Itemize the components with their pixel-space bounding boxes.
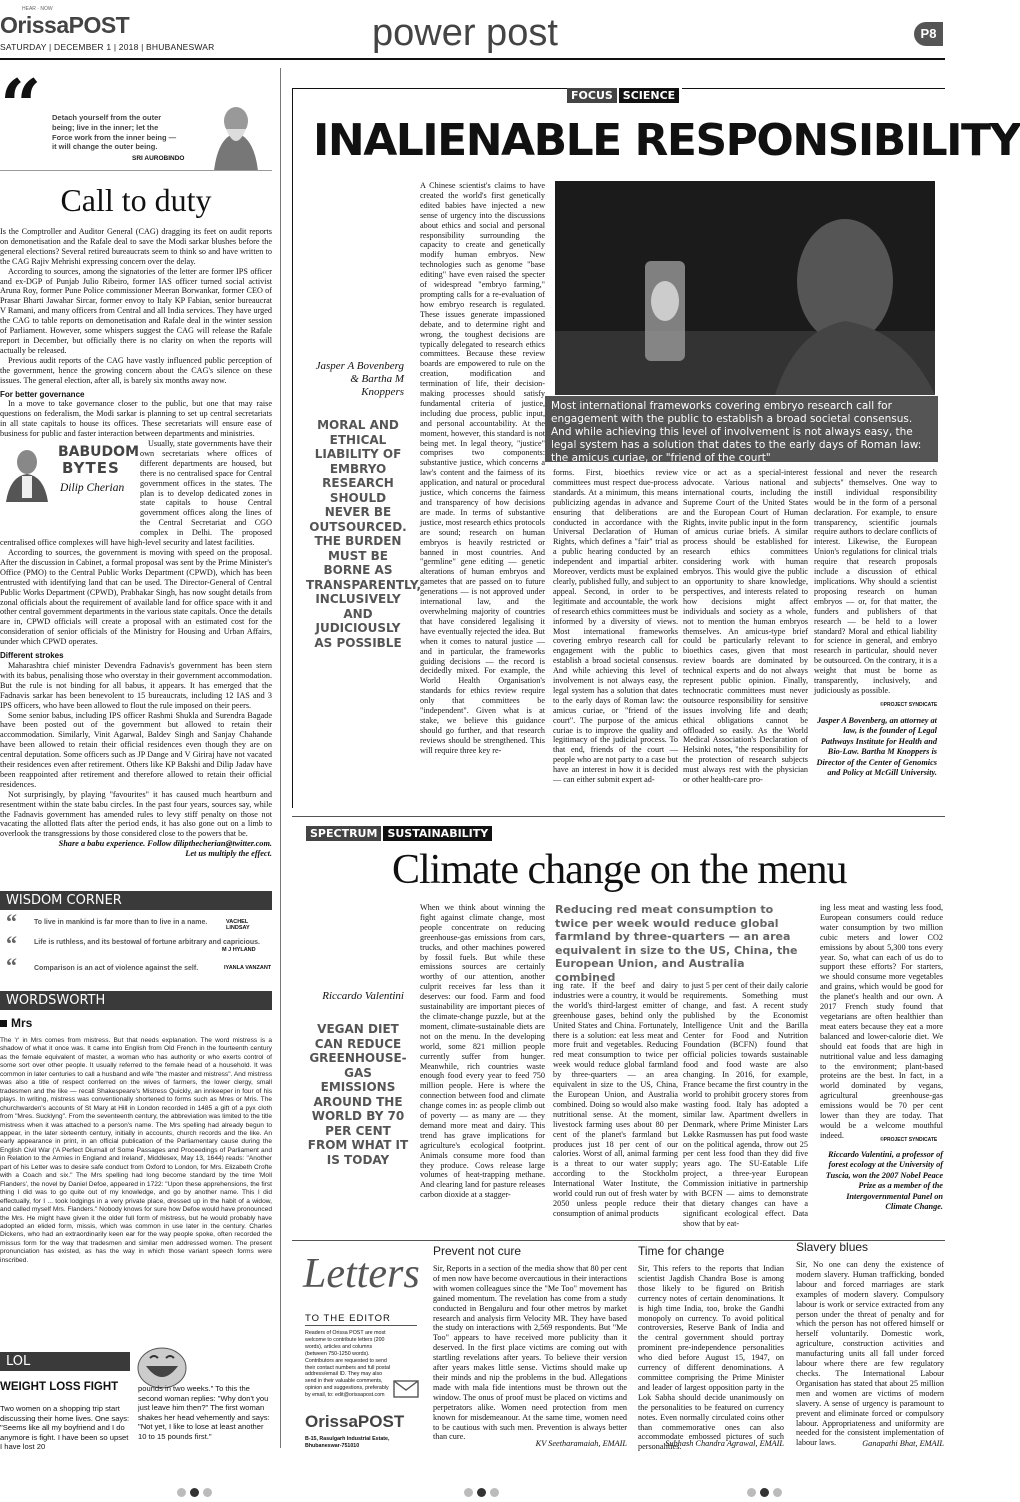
wisdom-corner-title: WISDOM CORNER <box>0 891 272 910</box>
spectrum-bio: Riccardo Valentini, a professor of forest ecology at the University of Tuscia, won the 2007 Nobel Peace Prize as a member of the Intergovernmental Panel on Climate Change. <box>825 1150 943 1212</box>
letter-heading: Slavery blues <box>796 1240 869 1254</box>
letters-subtitle: TO THE EDITOR <box>305 1313 391 1324</box>
quote-text: Detach yourself from the outer being; live in the inner; let the Force work from the inner being — it will change the outer being. <box>52 113 177 152</box>
babu-tagline-2: Let us multiply the effect. <box>185 849 272 859</box>
embryo-research-photo <box>555 181 935 395</box>
letter-signature: KV Seetharamaiah, EMAIL <box>535 1439 627 1448</box>
babu-tagline-1: Share a babu experience. Follow dilipthecherian@twitter.com. <box>58 839 272 849</box>
focus-photo-caption: Most international frameworks covering embryo research call for engagement with the public to establish a broad societal consensus. And while achieving this level of involvement is not always easy, the legal system has a solution that dates to the early days of Roman law: the amicus curiae, or "friend of the court" <box>545 396 938 462</box>
byline-line-2: & Bartha M <box>350 373 404 385</box>
wisdom-text: Life is ruthless, and its bestowal of fortune arbitrary and capricious. <box>34 939 260 946</box>
focus-pullquote: MORAL AND ETHICAL LIABILITY OF EMBRYO RESEARCH SHOULD NEVER BE OUTSOURCED. THE BURDEN MUST BE BORNE AS TRANSPARENTLY, INCLUSIVELY AND JUDICIOUSLY AS POSSIBLE <box>306 418 422 650</box>
kicker-spectrum: SPECTRUM <box>306 826 381 841</box>
kicker-focus: FOCUS <box>567 88 617 103</box>
column-divider <box>280 68 281 1448</box>
spectrum-deck: Reducing red meat consumption to twice per week would reduce global farmland by three-quarters — an area equivalent in size to the US, China, the European Union, and Australia combined <box>555 903 798 984</box>
subhead-different-strokes: Different strokes <box>0 651 64 661</box>
spectrum-col-3: to just 5 per cent of their daily calorie requirements. Something must change, and fast. A recent study published by the Economist Intelligence Unit and the Barilla Center for Food and Nutrition Foundation (BCFN) found that official policies towards sustainable food and food waste are also changing. In 2016, for example, France became the first country in the world to prohibit grocery stores from wasting food. Italy has adopted a similar law. Apartment dwellers in Denmark, where Prime Minister Lars Løkke Rasmussen has put food waste on the political agenda, throw out 25 per cent less food than they did five years ago. The SU-Eatable Life project, a three-year European Commission initiative in partnership with BCFN — aims to demonstrate that dietary changes can have a significant ecological effect. Data show that by eat- <box>683 981 808 1228</box>
focus-bio: Jasper A Bovenberg, an attorney at law, is the founder of Legal Pathways Institute for Health and Bio-Law. Bartha M Knoppers is Director of the Center of Genomics and Policy at McGill University. <box>816 716 937 778</box>
letter-body: Sir, Reports in a section of the media show that 80 per cent of men now have become overcautious in their interactions with women colleagues since the "Me Too" movement has gained momentum. The revelation has come from a study conducted in Bengaluru and four other metros by market research and analysis firm Velocity MR. They have based the study on interactions with 2,569 respondents. But "Me Too" appears to have received more publicity than it deserved. In the first place victims are coming out with startling revelations after years. To believe their version after years makes little sense. Victims should make up their minds and nip the problems in the bud. Allegations made with mala fide intentions must be thrown out the window. The onus of proof must be placed on victims and perpetrators alike. Women need protection from men known for misdemeanour. At the same time, women need to be cautious with such men. Prevention is always better than cure. <box>433 1264 627 1442</box>
focus-byline <box>300 360 404 399</box>
letters-address: B-15, Rasulgarh Industrial Estate, Bhubaneswar-751010 <box>305 1436 390 1449</box>
quote-box <box>0 63 272 167</box>
wisdom-author: IYANLA VANZANT <box>224 965 272 971</box>
focus-col-4: fessional and never the research subjects" themselves. One way to instill individual responsibility would be in the form of a personal declaration. For example, to ensure transparency, scientific journals require authors to declare conflicts of interest. Likewise, the European Union's regulations for clinical trials require that research proposals include a discussion of ethical implications. Why should a scientist proposing research on human embryos — or, for that matter, the funders and publishers of that research — be held to a lower standard? Moral and ethical liability for science in general, and embryo research in particular, should never be outsourced. On the contrary, it is a weight that must be borne as transparently, inclusively, and judiciously as possible. <box>814 468 937 695</box>
spectrum-col-1: When we think about winning the fight against climate change, most people concentrate on reducing greenhouse-gas emissions from cars, trucks, and other machines powered by fossil fuels. But while these emissions sources are certainly worthy of our attention, another culprit receives far less than it deserves: our food. Farm and food sustainability are important pieces of the climate-change puzzle, but at the moment, climate-sustainable diets are not on the menu. In the developing world, some 821 million people currently suffer from hunger. Meanwhile, rich countries waste enough food every year to feed 750 million people. Here is where the connection between food and climate change comes in: as people climb out of poverty — as many are — they demand more meat and dairy. This trend has grave implications for agriculture's ecological footprint. Animals consume more food than they produce. Cows release large volumes of heat-trapping methane. And clearing land for pasture releases carbon dioxide at a stagger- <box>420 903 545 1200</box>
letter-signature: Subhash Chandra Agrawal, EMAIL <box>665 1439 784 1448</box>
letter-signature: Ganapathi Bhat, EMAIL <box>862 1439 944 1448</box>
word-of-day <box>0 1016 32 1030</box>
masthead-logo[interactable]: OrissaPOST <box>0 12 130 38</box>
spectrum-byline: Riccardo Valentini <box>322 990 404 1002</box>
wisdom-author: M J HYLAND <box>222 947 256 953</box>
email-icon <box>392 1378 420 1400</box>
wisdom-author: VACHEL LINDSAY <box>226 919 250 931</box>
focus-col-3: vice or act as a special-interest advocate. Various national and international courts, including the Supreme Court of the United States and the European Court of Human Rights, invite public input in the form of amicus curiae briefs. A similar process should be established for research ethics committees considering work with human embryos. This would give the public an opportunity to share knowledge, perspectives, and interests related to how decisions might affect individuals and society as a whole, not to mention the human embryos themselves. An amicus-type brief could be particularly relevant to bioethics cases, given that most review boards are dominated by technical experts and do not always represent public opinion. Finally, technocratic committees must never outsource responsibility for sensitive issues involving life and death; ethical obligations cannot be offloaded so easily. As the World Medical Association's Declaration of Helsinki notes, "the responsibility for the protection of research subjects must always rest with the physician or other health-care pro- <box>683 468 808 785</box>
letters-title: Letters <box>303 1251 420 1297</box>
babu-p2: According to sources, among the signatories of the letter are former IPS officer and ex-DGP of Punjab Julio Ribeiro, former IAS officer turned social activist Aruna Roy, former Pune Police commissioner Meeran Borwankar, former CEO of Prasar Bharti Jawahar Sircar, former envoy to Italy KP Fabian, senior bureaucrat V Ramani, and many officers from Central and all India services. They have urged the CAG to table reports on demonetisation and Rafale deal in the winter session of Parliament. However, some whispers suggest the CAG will release the Rafale report in December, but officially there is no clarity on when the reports will actually be released. <box>0 266 272 355</box>
headline-climate-change: Climate change on the menu <box>392 847 847 893</box>
square-bullet-icon <box>0 1020 7 1027</box>
logo-small-tag: HEAR · NOW <box>22 6 53 12</box>
letters-info: Readers of Orissa POST are most welcome to contribute letters (200 words), articles and columns (between 750-1250 words). Contributors are requested to send their contact numbers and full postal address/email ID. They may also send in their valuable comments, opinion and suggestions, preferably by email, to: edit@orissapost.com <box>305 1330 391 1399</box>
columnist-name: Dilip Cherian <box>60 482 125 495</box>
quote-mark-icon: “ <box>6 909 17 934</box>
section-title: power post <box>372 12 558 54</box>
subhead-better-governance: For better governance <box>0 389 85 399</box>
lol-col2: pounds in two weeks." To this the second woman replies: "Why don't you just leave him then?" The first woman shakes her head vehemently and says: "Not yet, I like to lose at least another 10 to 15 pounds first." <box>138 1384 270 1441</box>
babu-article <box>0 227 272 859</box>
spectrum-kicker <box>306 824 494 842</box>
babu-p6: According to sources, the government is moving with speed on the proposal. After the discussion in Cabinet, a formal proposal was sent by the Prime Minister's Office (PMO) to the Central Public Works Department (CPWD), which has been entrusted with identifying land that can be used. The Director-General of Central Public Works Department (CPWD), Prabhakar Singh, has now sought details from zonal officials about the requirement of available land for office space with it and other central government departments in the various state capitals. Once the details are in, CPWD officials will create a proposal with an estimated cost for the consideration of senior officials of the Ministry for Housing and Urban Affairs, under which CPWD operates. <box>0 548 272 647</box>
column-name-babudom: BABUDOM <box>58 444 139 461</box>
wisdom-text: Comparison is an act of violence against the self. <box>34 965 199 972</box>
wisdom-item <box>0 953 272 979</box>
focus-frame-left <box>292 88 293 808</box>
byline-line-3: Knoppers <box>361 386 404 398</box>
letter-2 <box>638 1244 784 1452</box>
letter-1 <box>433 1244 627 1448</box>
babu-p1: Is the Comptroller and Auditor General (CAG) dragging its feet on audit reports on demonetisation and the Rafale deal to save the Modi sarkar blushes before the general elections? Several retired bureaucrats seem to think so and have written to the CAG Rajiv Mehrishi expressing concern over the delay. <box>0 227 272 266</box>
lol-headline: WEIGHT LOSS FIGHT <box>0 1381 119 1393</box>
registration-marks-center <box>462 1484 501 1502</box>
registration-marks-left <box>175 1484 214 1502</box>
wisdom-item <box>0 931 272 957</box>
wisdom-item <box>0 909 272 935</box>
focus-col-2: forms. First, bioethics review committees must respect due-process standards. At a minimum, this means publicizing agendas in advance and ensuring that deliberations are conducted in accordance with the Universal Declaration of Human Rights, which defines a "fair" trial as a public hearing conducted by an independent and impartial arbiter. Moreover, verdicts must be explained clearly, published fully, and subject to appeal. Second, in order to be legitimate and accountable, the work of research ethics committees must be informed by a diversity of views. Most international frameworks covering embryo research call for engagement with the public to establish a broad societal consensus. And while achieving this level of involvement is not always easy, the legal system has a solution that dates to the early days of Roman law: the amicus curiae, or "friend of the court". The purpose of the amicus curiae is to improve the quality and legitimacy of the judicial process. To that end, friends of the court — people who are not party to a case but have an interest in how it is decided — can either submit expert ad- <box>553 468 678 785</box>
babu-p3: Previous audit reports of the CAG have vastly influenced public perception of the government, hence the growing concern about the CAG's silence on these issues. The general election, after all, is barely six months away now. <box>0 355 272 385</box>
spectrum-col-4: ing less meat and wasting less food, European consumers could reduce water consumption by two million cubic meters and lower CO2 emissions by about 5,300 tons every year. So, what can each of us do to support these efforts? For starters, we should consume more vegetables and grains, which would be good for the planet's health and our own. A 2017 French study found that vegetarians are often healthier than meat eaters because they eat a more balanced and lower-calorie diet. We should eat foods that are high in nutritional value and less damaging to the environment; plant-based proteins are the best. In fact, in a world dominated by vegans, agricultural greenhouse-gas emissions would be 70 per cent lower than they are today. That would be a welcome mouthful indeed. <box>820 903 943 1140</box>
registration-marks-right <box>745 1484 784 1502</box>
column-name-bytes: BYTES <box>62 459 120 478</box>
babu-p8: Some senior babus, including IPS officer Rashmi Shukla and Surendra Bagade have been posted out of the government but allowed to retain their accommodation. Similarly, Vinit Agarwal, Baldev Singh and Sanjay Chahande have been allowed to retain their official residences even though they are on central deputation. Some officers such as JP Dange and V Giriraj have not vacated their residences even after retirement. Others like KP Bakshi and Dilip Jadav have been reappointed after retirement and therefore allowed to retain their official residences. <box>0 710 272 789</box>
headline-call-to-duty: Call to duty <box>60 182 212 218</box>
babu-p9: Not surprisingly, by playing "favourites" it has caused much heartburn and resentment within the state babu circles. In the past four years, sources say, while the Fadnavis government has amended rules to levy stiff penalty on those not vacating the allotted flats after the period ends, it has also gone out on a limb to overlook the transgressions by those considered close to the powers that be. <box>0 789 272 839</box>
focus-kicker <box>567 86 681 104</box>
spectrum-pullquote: VEGAN DIET CAN REDUCE GREENHOUSE-GAS EMISSIONS AROUND THE WORLD BY 70 PER CENT FROM WHAT IT IS TODAY <box>307 1022 409 1167</box>
dateline: SATURDAY | DECEMBER 1 | 2018 | BHUBANESWAR <box>0 42 215 52</box>
header-rule <box>0 58 945 60</box>
focus-col-1: A Chinese scientist's claims to have created the world's first genetically edited babies have injected a new sense of urgency into the discussions about ethics and social and personal responsibility surrounding the capacity to create and genetically modify human embryos. New technologies such as genome "base editing" have even raised the specter of widespread "embryo farming," prompting calls for a re-evaluation of how embryo research is regulated. These issues generate impassioned debate, and to determine right and wrong, the toughest decisions are typically delegated to research ethics committees. Because these review boards are empowered to rule on the creation, modification and termination of life, their decision-making processes should satisfy fundamental criteria of justice, including due process, public input, and personal accountability. At the moment, however, this standard is not being met. In legal theory, "justice" comprises two components: substantive justice, which concerns a law's content and the fairness of its application, and natural or procedural justice, which concerns the fairness and transparency of how decisions are made. In terms of substantive justice, most research ethics protocols are sound; research on human embryos is heavily restricted or banned in most countries. And "germline" gene editing — genetic alterations of human embryos and gametes that are passed on to future generations — is not approved under international law, and the overwhelming majority of countries that have considered legalising it have eventually rejected the idea. But when it comes to natural justice — and in particular, the frameworks guiding decisions — the record is decidedly mixed. For example, the World Health Organisation's standards for ethics review require only that committees be "independent". Given what is at stake, we believe this guidance should go further, and that research reviews should be strengthened. This will require three key re- <box>420 181 545 755</box>
wisdom-list <box>0 909 272 979</box>
babu-p7: Maharashtra chief minister Devendra Fadnavis's government has been stern with its babus, penalising those who overstay in their government accommodation. But the rule is not binding for all babus, it appears. It has emerged that the Fadnavis sarkar has been benevolent to 15 bureaucrats, including 12 IAS and 3 IPS officers, who have been allowed to flout the rule imposed on their peers. <box>0 660 272 710</box>
wisdom-text: To live in mankind is far more than to live in a name. <box>34 919 208 926</box>
aurobindo-portrait <box>200 93 272 171</box>
letter-heading: Prevent not cure <box>433 1244 522 1258</box>
page-badge: P8 <box>914 22 943 46</box>
babu-p5: Usually, state governments have their own secretariats where offices of different departments are housed, but there is no centralised space for Central government offices in the states. The plan is to develop dedicated zones in state capitals to house Central government offices along the lines of the Central Secretariat and CGO complex in Delhi. The proposed centralised office complexes will have high-level security and latest facilities. <box>0 439 272 548</box>
lol-col1: Two women on a shopping trip start discussing their home lives. One says: "Seems like all my boyfriend and I do anymore is fight. I have been so upset I have lost 20 <box>0 1404 130 1452</box>
babudom-badge <box>0 442 139 534</box>
babu-p4: In a move to take governance closer to the public, but one that may raise questions on federalism, the Modi sarkar is planning to set up central secretariats in all state capitals to house its offices. These secretariats will ensure ease of business for public and faster interaction between departments and ministries. <box>0 399 272 439</box>
word-label: Mrs <box>11 1016 33 1030</box>
focus-credit: ©PROJECT SYNDICATE <box>880 702 938 708</box>
spectrum-credit: ©PROJECT SYNDICATE <box>880 1137 938 1143</box>
wordsworth-body: The 'r' in Mrs comes from mistress. But that needs explanation. The word mistress is a shadow of what it once was. It came into English from Old French in the fourteenth century as the female equivalent of master, a woman who has authority or who exerts control of some sort over other people. It usually referred to the female head of a household. It was common in later centuries to call a husband and wife "the master and mistress". And mistress was also a title of respect conferred on the wives of farmers, the lower clergy, small tradesmen and the like — recall Shakespeare's Mistress Quickly, an innkeeper in four of his plays. In writing, mistress was conventionally shortened to forms such as Mres or Mris. The churchwarden's accounts of St Mary at Hill in London recorded in 1485 a gift of a pyx cloth from "Mres. Sucklyng". From the seventeenth century, the abbreviation was limited to the title mistress when it was attached to a person's name. The Mrs spelling had already begun to appear, in the later sixteenth century, initially in accounts, church records and the like. An early appearance in print, in an official publication of the Parliamentary cause during the English Civil War ('A Perfect Diurnall of Some Passages and Proceedings of Parliament and in Relation to the Armies in England and Ireland', Middlesex, May 13, 1644) reads: "Another part of his Letter was to desire safe conduct from Oxford to London, for Mrs. Elizabeth Crofte with a Coach and six." The Mrs spelling had long become standard by the time 'Moll Flanders', the novel by Daniel Defoe, appeared in 1722: "Upon these apprehensions, the first thing I did was to go quite out of my knowledge, and go by another name. This I did effectually, for I ... took lodgings in a very private place, dressed up in the habit of a widow, and called myself Mrs. Flanders." Nobody knows for sure how Defoe would have pronounced the Mrs. He might have given it the older full form of mistress, but he would probably have adopted an elided form, missis, which was common in use later in the century. Charles Dickens, who had an extraordinarily keen ear for the way people spoke, often recorded the missus form for the way that tradesmen and similar men addressed women. The present pronunciation has existed, as has the way in which those variant speech forms were inscribed. <box>0 1037 272 1264</box>
letter-3 <box>796 1240 944 1448</box>
kicker-science: SCIENCE <box>619 88 679 103</box>
lol-title: LOL <box>0 1352 130 1371</box>
columnist-portrait <box>4 444 50 502</box>
wordsworth-title: WORDSWORTH <box>0 991 272 1010</box>
letter-body: Sir, This refers to the reports that Indian scientist Jagdish Chandra Bose is among those likely to be figured on British currency notes of certain denominations. It is high time India, too, broke the Gandhi monopoly on currency. To avoid political controversies, Reserve Bank of India and the central government should portray prominent pre-independence personalities who died before August 15, 1947, on currency of different denominations. A committee comprising the Prime Minister and leader of largest opposition party in the Lok Sabha should decide unanimously on the personalities to be featured on currency notes. Even normally circulated coins other than commemorative ones can also accommodate embossed pictures of such personalities. <box>638 1264 784 1452</box>
quote-marks-icon: “ <box>0 63 42 148</box>
quote-mark-icon: “ <box>6 931 17 956</box>
letter-heading: Time for change <box>638 1244 725 1258</box>
headline-inalienable: INALIENABLE RESPONSIBILITY <box>313 115 1020 166</box>
byline-line-1: Jasper A Bovenberg <box>315 360 404 372</box>
quote-mark-icon: “ <box>6 953 17 978</box>
spectrum-col-2: ing rate. If the beef and dairy industries were a country, it would be the world's third-largest emitter of greenhouse gases, behind only the United States and China. Fortunately, there is a solution: eat less meat and more fruit and vegetables. Reducing red meat consumption to twice per week would reduce global farmland by three-quarters — an area equivalent in size to the US, China, the European Union, and Australia combined. Doing so would also make nutritional sense. At the moment, livestock farming uses about 80 per cent of the planet's farmland but produces just 18 per cent of our calories. Worst of all, animal farming is a threat to our water supply; according to the Stockholm International Water Institute, the world could run out of fresh water by 2050 unless people reduce their consumption of animal products <box>553 981 678 1218</box>
kicker-sustainability: SUSTAINABILITY <box>383 826 492 841</box>
letters-logo: OrissaPOST <box>305 1412 405 1431</box>
letter-body: Sir, No one can deny the existence of modern slavery. Human trafficking, bonded labour and forced marriages are stark examples of modern slavery. Compulsory labour is work or service extracted from any person under the threat of penalty and for which the person has not offered himself or herself voluntarily. Domestic work, agriculture, construction activities and manufacturing units all fall under forced labour where there are few regulatory checks. The International Labour Organisation has stated that about 25 million men and women are victims of modern slavery. A sense of urgency is paramount to prevent and eliminate forced or compulsory labour. Appropriateness and uniformity are needed for the consistent implementation of labour laws. <box>796 1260 944 1448</box>
quote-author: SRI AUROBINDO <box>132 155 185 162</box>
